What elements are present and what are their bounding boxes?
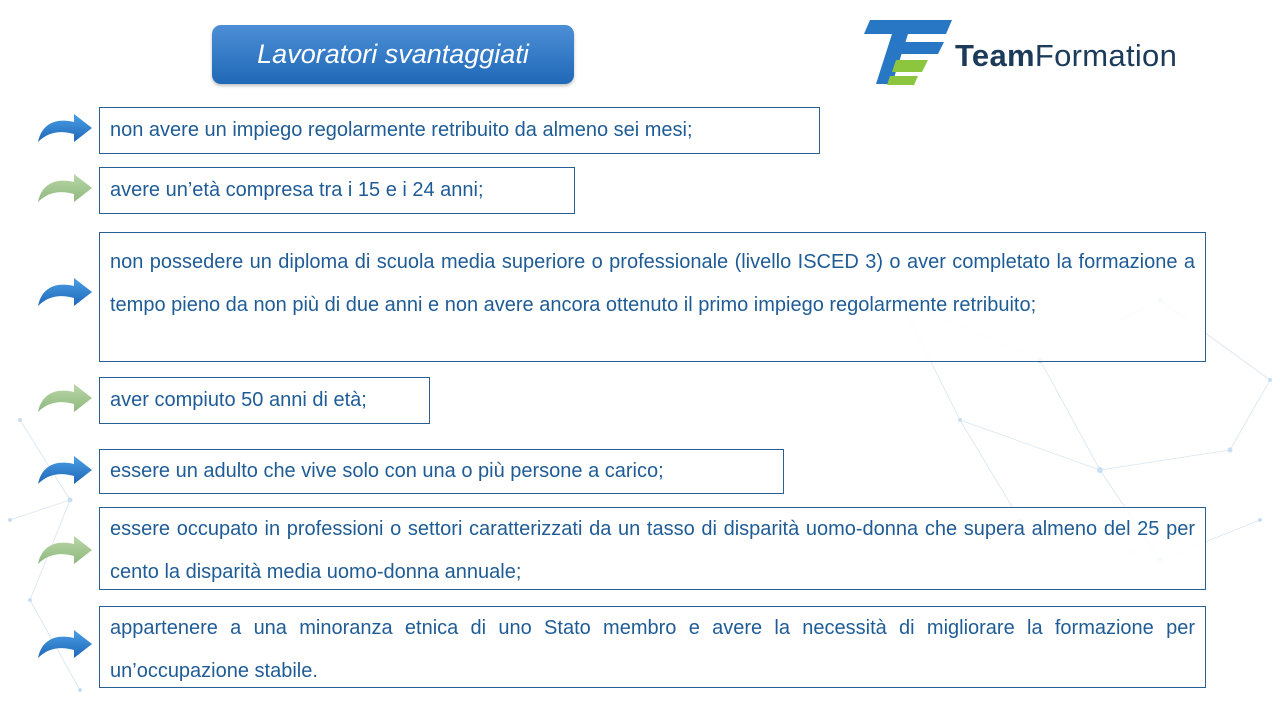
curved-arrow-green-icon bbox=[36, 534, 94, 566]
curved-arrow-green-icon bbox=[36, 172, 94, 204]
list-item: aver compiuto 50 anni di età; bbox=[99, 377, 430, 424]
list-item: non possedere un diploma di scuola media superiore o professionale (livello ISCED 3) o aver completato la formazione a tempo pieno da non più di due anni e non avere ancora ottenuto il primo impiego regolarmente retribuito; bbox=[99, 232, 1206, 362]
curved-arrow-green-icon bbox=[36, 382, 94, 414]
list-item: essere occupato in professioni o settori caratterizzati da un tasso di disparità uomo-donna che supera almeno del 25 per cento la disparità media uomo-donna annuale; bbox=[99, 507, 1206, 590]
logo-wordmark bbox=[955, 38, 1177, 74]
list-item: avere un’età compresa tra i 15 e i 24 anni; bbox=[99, 167, 575, 214]
curved-arrow-blue-icon bbox=[36, 454, 94, 486]
tf-logo-icon bbox=[862, 18, 954, 88]
curved-arrow-blue-icon bbox=[36, 628, 94, 660]
list-item: appartenere a una minoranza etnica di uno Stato membro e avere la necessità di migliorare la formazione per un’occupazione stabile. bbox=[99, 606, 1206, 688]
team-formation-logo bbox=[862, 18, 1222, 88]
list-item: essere un adulto che vive solo con una o più persone a carico; bbox=[99, 449, 784, 494]
curved-arrow-blue-icon bbox=[36, 276, 94, 308]
page-title: Lavoratori svantaggiati bbox=[212, 25, 574, 84]
curved-arrow-blue-icon bbox=[36, 112, 94, 144]
list-item: non avere un impiego regolarmente retribuito da almeno sei mesi; bbox=[99, 107, 820, 154]
logo-brand-bold: Team bbox=[955, 38, 1035, 73]
logo-brand-light: Formation bbox=[1034, 38, 1178, 73]
